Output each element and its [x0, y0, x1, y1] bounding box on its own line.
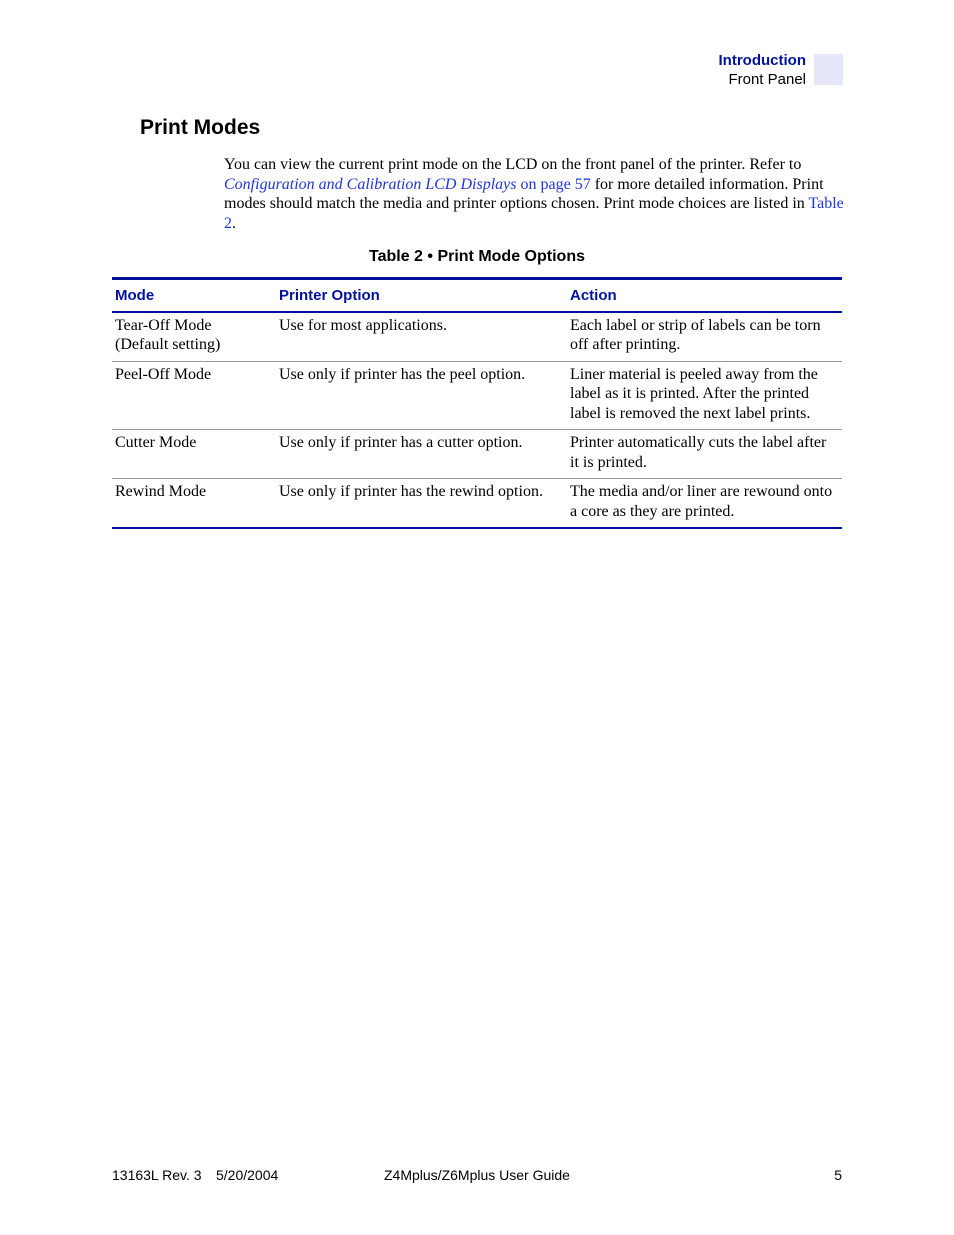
header-printer-option: Printer Option — [276, 279, 567, 312]
header-section: Front Panel — [728, 71, 806, 88]
intro-text-middle: for more detailed information. Print modes should match the media and printer options chosen. Print mode choices are listed in — [224, 175, 824, 212]
page-ref-link[interactable]: on page 57 — [516, 175, 591, 193]
table-ref-link[interactable]: Table 2 — [224, 195, 844, 232]
intro-paragraph — [224, 155, 844, 233]
cell-action: The media and/or liner are rewound onto a core as they are printed. — [567, 479, 842, 529]
table-row — [112, 430, 842, 479]
cell-action: Printer automatically cuts the label after it is printed. — [567, 430, 842, 479]
header-action: Action — [567, 279, 842, 312]
table-row — [112, 479, 842, 529]
cell-printer-option: Use only if printer has a cutter option. — [276, 430, 567, 479]
footer-doc-id: 13163L Rev. 3 — [112, 1167, 202, 1183]
mode-name: Tear-Off Mode (Default setting) — [115, 316, 221, 353]
footer-date: 5/20/2004 — [216, 1167, 279, 1183]
running-header — [719, 51, 806, 89]
cell-mode: Rewind Mode — [112, 479, 276, 529]
table-row — [112, 361, 842, 430]
footer-guide-title: Z4Mplus/Z6Mplus User Guide — [384, 1167, 570, 1183]
cell-mode — [112, 312, 276, 362]
section-title: Print Modes — [140, 116, 261, 139]
intro-text-end: . — [232, 214, 236, 232]
cell-action: Liner material is peeled away from the label as it is printed. After the printed label is removed the next label prints. — [567, 361, 842, 430]
calibration-link[interactable]: Configuration and Calibration LCD Displays — [224, 175, 517, 193]
cell-printer-option: Use for most applications. — [279, 316, 447, 334]
header-mode: Mode — [112, 279, 276, 312]
cell-printer-option: Use only if printer has the rewind option. — [276, 479, 567, 529]
header-chapter: Introduction — [718, 52, 806, 69]
intro-text-before: You can view the current print mode on the LCD on the front panel of the printer. Refer to — [224, 156, 802, 173]
header-tab-marker — [814, 54, 843, 85]
cell-action: Each label or strip of labels can be torn off after printing. — [570, 316, 821, 353]
footer-page-number: 5 — [834, 1167, 842, 1183]
table-header-row — [112, 279, 842, 312]
table-caption: Table 2 • Print Mode Options — [369, 248, 585, 265]
table-row — [112, 312, 842, 362]
cell-mode: Peel-Off Mode — [112, 361, 276, 430]
print-modes-table — [112, 277, 842, 529]
cell-mode: Cutter Mode — [112, 430, 276, 479]
cell-printer-option: Use only if printer has the peel option. — [276, 361, 567, 430]
